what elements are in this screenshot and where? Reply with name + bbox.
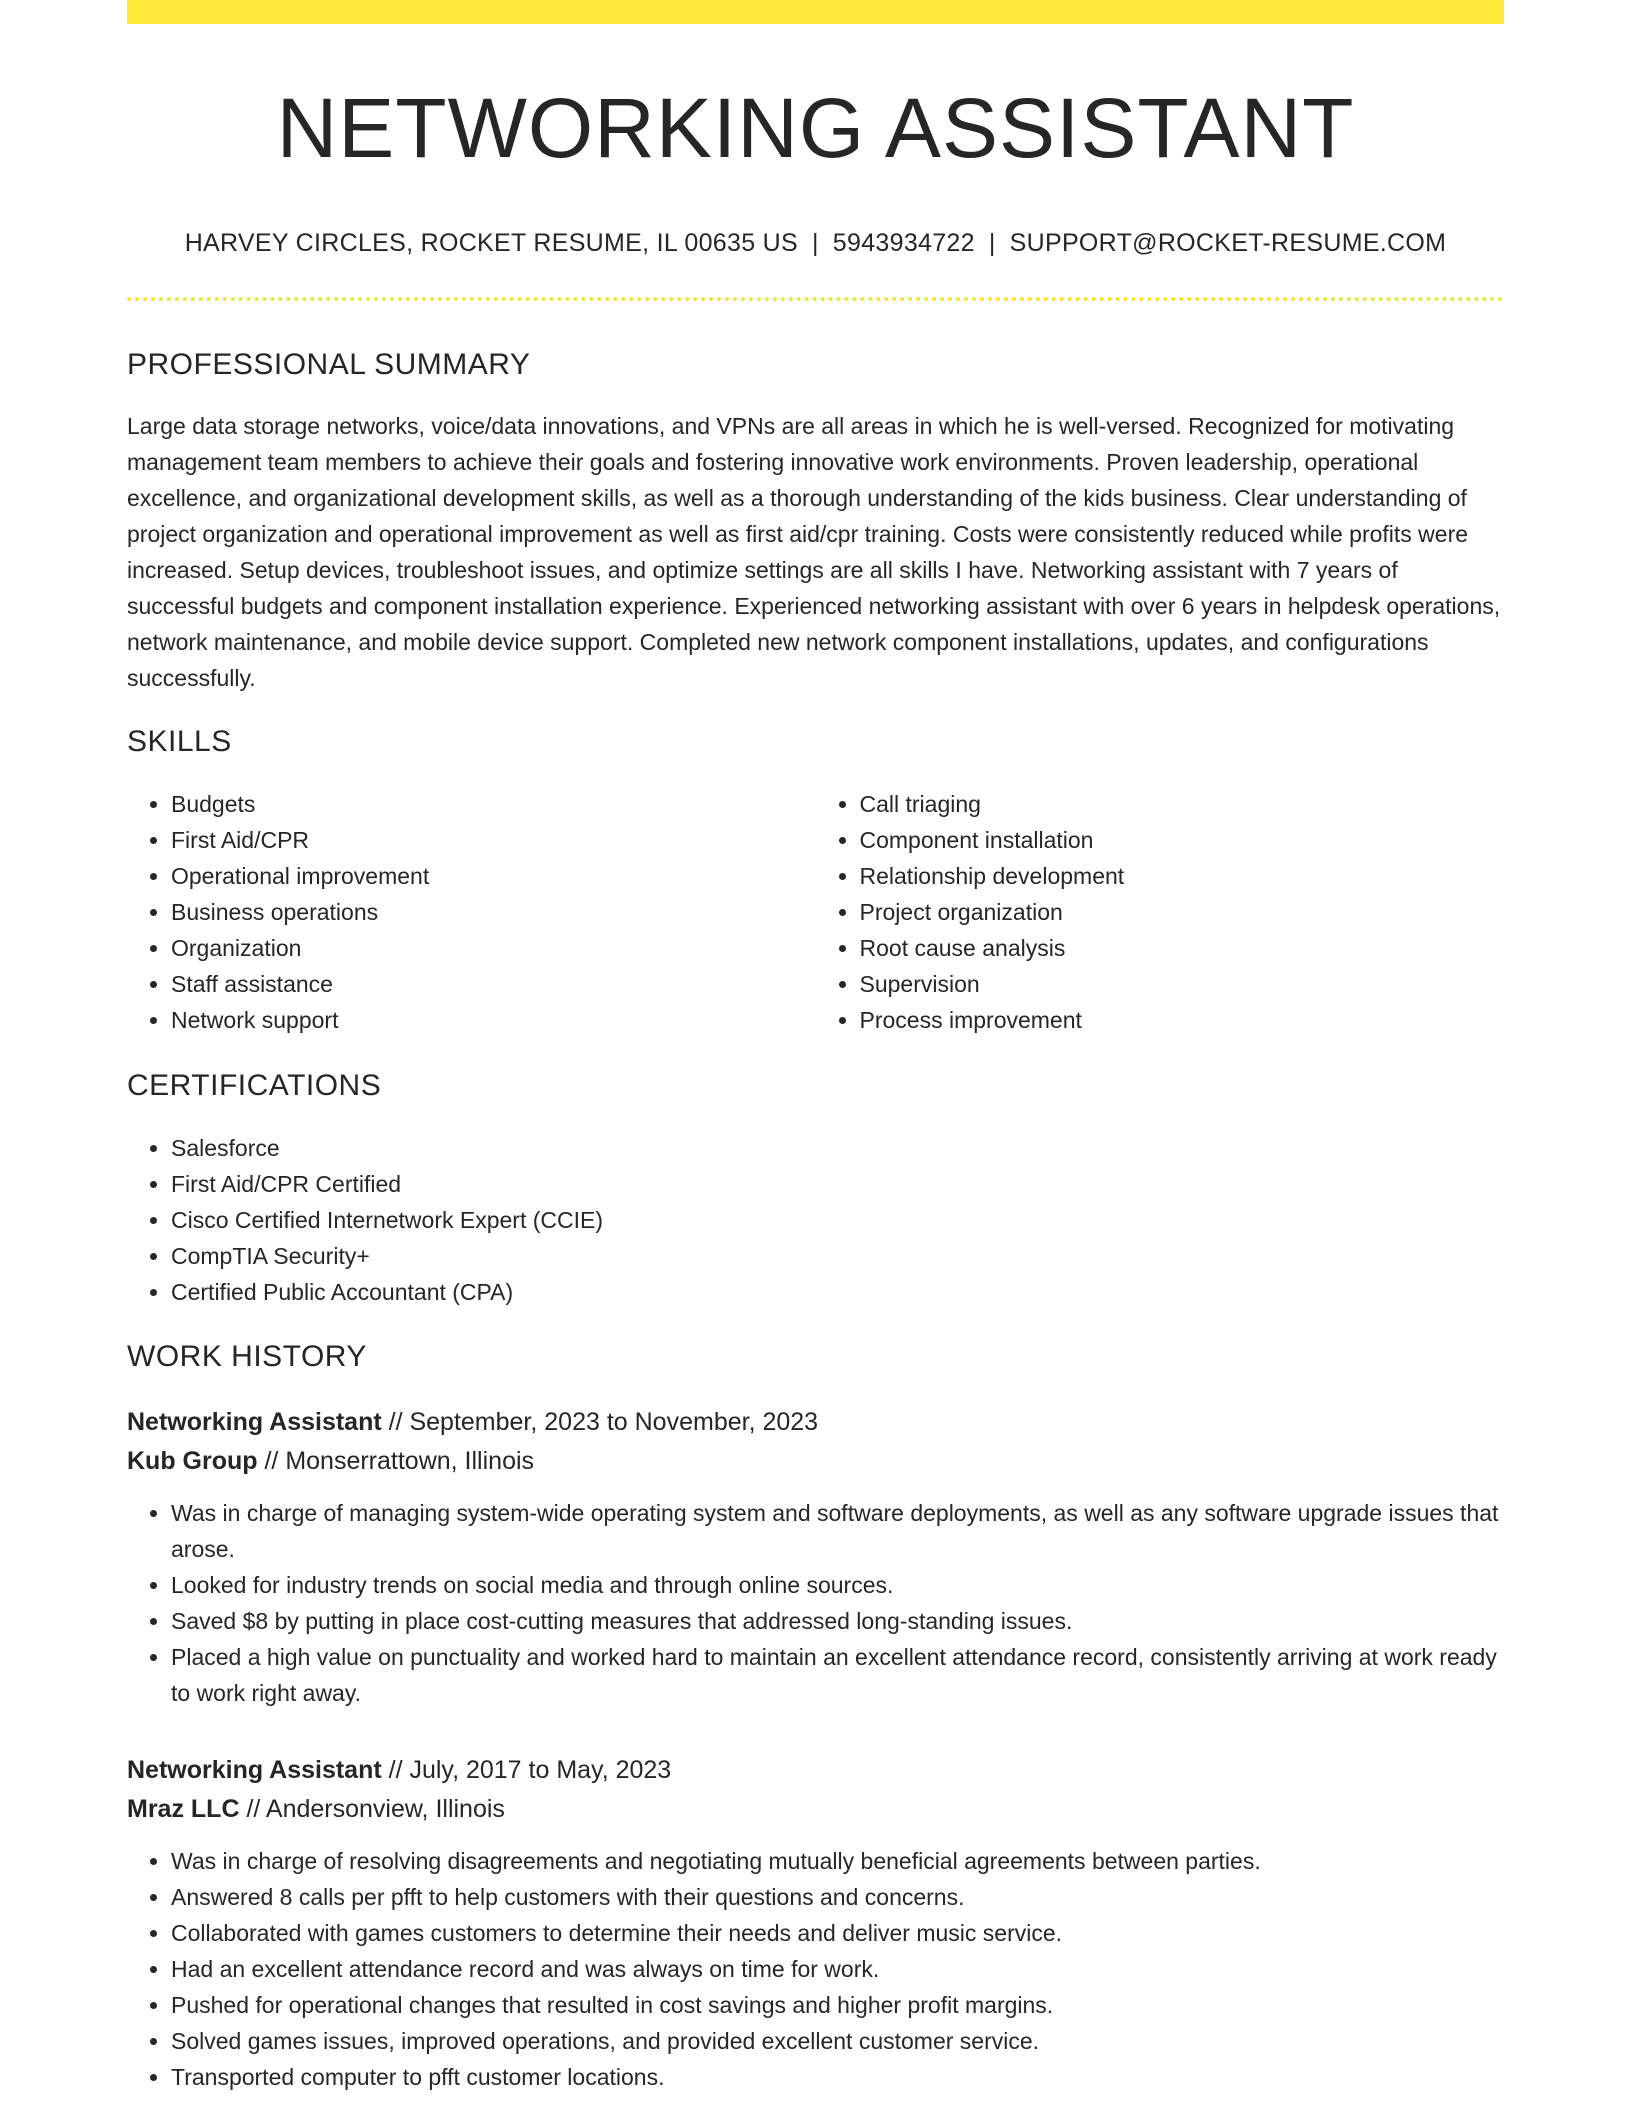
section-heading-skills: SKILLS <box>127 725 232 758</box>
job-location: // Monserrattown, Illinois <box>257 1447 535 1475</box>
skill-item: • Budgets <box>171 786 816 822</box>
job-duty: • Looked for industry trends on social media and through online sources. <box>171 1567 1504 1603</box>
section-heading-certifications: CERTIFICATIONS <box>127 1069 382 1102</box>
page-title: NETWORKING ASSISTANT <box>276 81 1355 175</box>
section-heading-summary: PROFESSIONAL SUMMARY <box>127 348 531 381</box>
skill-item: • Component installation <box>860 822 1505 858</box>
job-company-line <box>127 1442 1504 1481</box>
certification-item: • First Aid/CPR Certified <box>171 1166 1504 1202</box>
skills-list-right <box>816 786 1505 1038</box>
job-title: Networking Assistant <box>127 1756 382 1784</box>
job-duty: • Answered 8 calls per pfft to help customers with their questions and concerns. <box>171 1879 1504 1915</box>
skills-section <box>127 724 1504 1038</box>
skill-item: • Network support <box>171 1002 816 1038</box>
accent-bar <box>127 0 1504 24</box>
summary-text: Large data storage networks, voice/data innovations, and VPNs are all areas in which he is well-versed. Recognized for motivating management team members to achieve their goals and fostering innovative work environments. Proven leadership, operational excellence, and organizational development skills, as well as a thorough understanding of the kids business. Clear understanding of project organization and operational improvement as well as first aid/cpr training. Costs were consistently reduced while profits were increased. Setup devices, troubleshoot issues, and optimize settings are all skills I have. Networking assistant with 7 years of successful budgets and component installation experience. Experienced networking assistant with over 6 years in helpdesk operations, network maintenance, and mobile device support. Completed new network component installations, updates, and configurations successfully. <box>127 413 1501 691</box>
certification-item: • Cisco Certified Internetwork Expert (CCIE) <box>171 1202 1504 1238</box>
job-duty: • Collaborated with games customers to determine their needs and deliver music service. <box>171 1915 1504 1951</box>
certification-item: • Certified Public Accountant (CPA) <box>171 1274 1504 1310</box>
skill-item: • Process improvement <box>860 1002 1505 1038</box>
skills-list-left <box>127 786 816 1038</box>
certification-item: • CompTIA Security+ <box>171 1238 1504 1274</box>
certifications-section <box>127 1068 1504 1310</box>
skill-item: • Supervision <box>860 966 1505 1002</box>
job-duty: • Pushed for operational changes that resulted in cost savings and higher profit margins. <box>171 1987 1504 2023</box>
job-duty: • Placed a high value on punctuality and worked hard to maintain an excellent attendance record, consistently arriving at work ready to work right away. <box>171 1639 1504 1711</box>
job-duty: • Transported computer to pfft customer locations. <box>171 2059 1504 2095</box>
job-duty: • Was in charge of resolving disagreements and negotiating mutually beneficial agreements between parties. <box>171 1843 1504 1879</box>
job-entry <box>127 1403 1504 1711</box>
contact-separator: | <box>988 229 996 257</box>
resume-page <box>127 0 1504 2095</box>
job-location: // Andersonview, Illinois <box>239 1795 505 1823</box>
skill-item: • First Aid/CPR <box>171 822 816 858</box>
job-company: Mraz LLC <box>127 1795 240 1823</box>
job-title-line <box>127 1403 1504 1442</box>
job-company: Kub Group <box>127 1447 258 1475</box>
work-history-section <box>127 1339 1504 2095</box>
job-company-line <box>127 1790 1504 1829</box>
job-dates: // September, 2023 to November, 2023 <box>381 1408 819 1436</box>
job-duties-list <box>127 1843 1504 2095</box>
job-duties-list <box>127 1495 1504 1711</box>
skill-item: • Root cause analysis <box>860 930 1505 966</box>
contact-email: SUPPORT@ROCKET-RESUME.COM <box>1009 229 1447 257</box>
contact-phone: 5943934722 <box>832 229 975 257</box>
skills-columns <box>127 786 1504 1038</box>
skill-item: • Business operations <box>171 894 816 930</box>
contact-separator: | <box>812 229 819 257</box>
job-duty: • Saved $8 by putting in place cost-cutting measures that addressed long-standing issues. <box>171 1603 1504 1639</box>
contact-address: HARVEY CIRCLES, ROCKET RESUME, IL 00635 US <box>184 229 798 257</box>
job-duty: • Solved games issues, improved operations, and provided excellent customer service. <box>171 2023 1504 2059</box>
job-title-line <box>127 1751 1504 1790</box>
section-heading-work-history: WORK HISTORY <box>127 1340 367 1373</box>
job-title: Networking Assistant <box>127 1408 382 1436</box>
skill-item: • Relationship development <box>860 858 1505 894</box>
dotted-divider <box>127 297 1504 301</box>
skill-item: • Call triaging <box>860 786 1505 822</box>
job-duty: • Had an excellent attendance record and was always on time for work. <box>171 1951 1504 1987</box>
job-list <box>127 1403 1504 2095</box>
skill-item: • Project organization <box>860 894 1505 930</box>
certification-item: • Salesforce <box>171 1130 1504 1166</box>
skill-item: • Operational improvement <box>171 858 816 894</box>
job-entry <box>127 1751 1504 2095</box>
skill-item: • Staff assistance <box>171 966 816 1002</box>
job-duty: • Was in charge of managing system-wide operating system and software deployments, as well as any software upgrade issues that arose. <box>171 1495 1504 1567</box>
summary-section <box>127 347 1504 696</box>
skill-item: • Organization <box>171 930 816 966</box>
contact-line <box>127 228 1504 258</box>
certifications-list <box>127 1130 1504 1310</box>
job-dates: // July, 2017 to May, 2023 <box>381 1756 672 1784</box>
